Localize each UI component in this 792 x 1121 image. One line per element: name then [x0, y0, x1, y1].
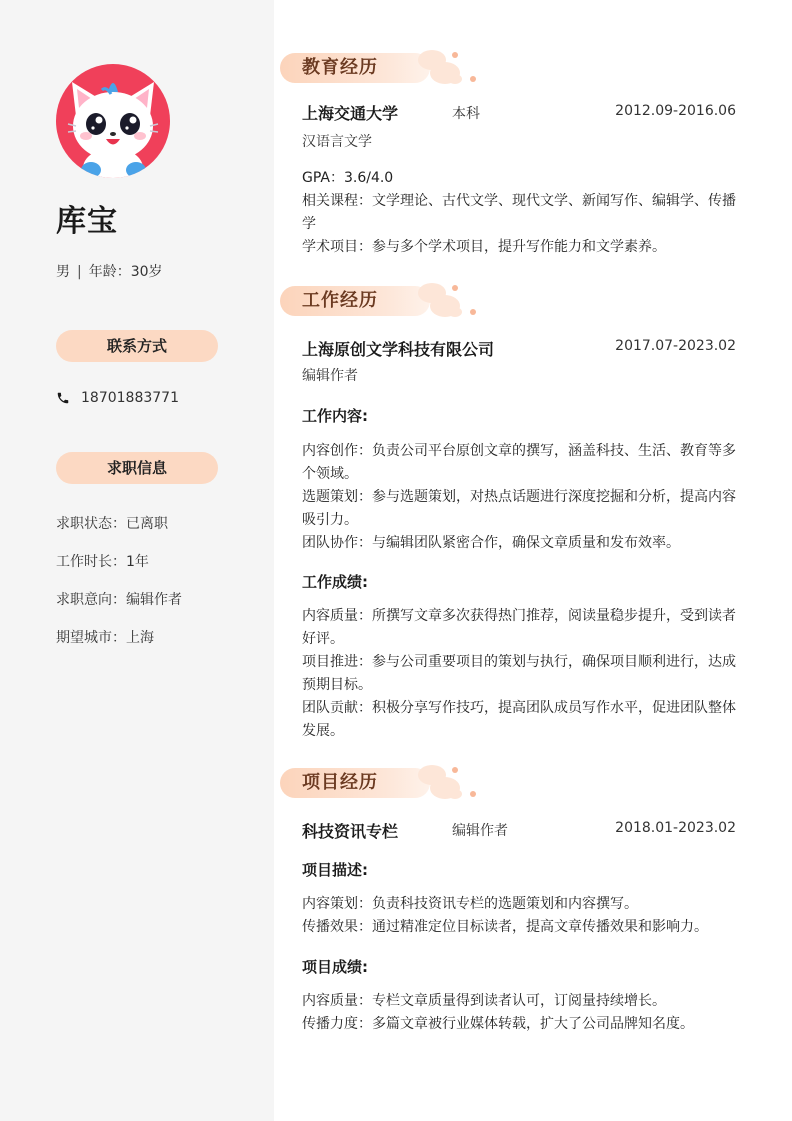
education-section-header: [280, 48, 480, 88]
cat-mascot-icon: [56, 64, 170, 178]
gpa: GPA：3.6/4.0: [302, 170, 394, 186]
project-section-header: [280, 763, 480, 803]
project-name: 科技资讯专栏: [302, 822, 399, 841]
position: 编辑作者: [302, 368, 358, 384]
education-details: [302, 167, 738, 259]
academic-projects: 学术项目：参与多个学术项目，提升写作能力和文学素养。: [302, 239, 666, 255]
project-desc-label: 项目描述:: [302, 861, 368, 879]
work-achievement-item: 项目推进：参与公司重要项目的策划与执行，确保项目顺利进行，达成预期目标。: [302, 654, 736, 693]
basic-info: [56, 261, 163, 281]
project-desc-item: 传播效果：通过精准定位目标读者，提高文章传播效果和影响力。: [302, 919, 708, 935]
contact-heading: 联系方式: [56, 330, 218, 362]
project-result-label: 项目成绩:: [302, 958, 368, 976]
decor-blob: [448, 74, 462, 84]
work-achievement-item: 内容质量：所撰写文章多次获得热门推荐，阅读量稳步提升，受到读者好评。: [302, 608, 736, 647]
decor-blob: [448, 789, 462, 799]
decor-dot: [470, 76, 476, 82]
project-result-item: 传播力度：多篇文章被行业媒体转载，扩大了公司品牌知名度。: [302, 1016, 694, 1032]
job-info-heading: 求职信息: [56, 452, 218, 484]
degree: 本科: [452, 106, 480, 122]
candidate-name: 库宝: [56, 204, 118, 239]
decor-dot: [452, 767, 458, 773]
work-content-item: 团队协作：与编辑团队紧密合作，确保文章质量和发布效率。: [302, 535, 680, 551]
job-status: 求职状态：已离职: [56, 516, 168, 532]
expected-city: 期望城市：上海: [56, 630, 154, 646]
sidebar: [0, 0, 274, 1121]
age: 年龄：30岁: [88, 264, 163, 280]
project-result-item: 内容质量：专栏文章质量得到读者认可，订阅量持续增长。: [302, 993, 666, 1009]
work-date: 2017.07-2023.02: [615, 338, 736, 354]
project-description: [302, 893, 738, 939]
work-achievements: [302, 605, 738, 743]
project-desc-item: 内容策划：负责科技资讯专栏的选题策划和内容撰写。: [302, 896, 638, 912]
work-achievement-item: 团队贡献：积极分享写作技巧，提高团队成员写作水平，促进团队整体发展。: [302, 700, 736, 739]
phone-icon: [56, 391, 70, 405]
work-content-item: 选题策划：参与选题策划，对热点话题进行深度挖掘和分析，提高内容吸引力。: [302, 489, 736, 528]
company-name: 上海原创文学科技有限公司: [302, 340, 495, 359]
work-title: 工作经历: [302, 290, 378, 311]
project-results: [302, 990, 738, 1036]
courses: 相关课程：文学理论、古代文学、现代文学、新闻写作、编辑学、传播学: [302, 193, 736, 232]
school-name: 上海交通大学: [302, 104, 399, 123]
project-date: 2018.01-2023.02: [615, 820, 736, 836]
work-achievement-label: 工作成绩:: [302, 573, 368, 591]
work-section-header: [280, 281, 480, 321]
info-separator: |: [77, 264, 82, 280]
project-role: 编辑作者: [452, 823, 508, 839]
decor-dot: [470, 791, 476, 797]
decor-blob: [448, 307, 462, 317]
work-content-item: 内容创作：负责公司平台原创文章的撰写，涵盖科技、生活、教育等多个领域。: [302, 443, 736, 482]
job-intention: 求职意向：编辑作者: [56, 592, 182, 608]
decor-dot: [470, 309, 476, 315]
major: 汉语言文学: [302, 134, 372, 150]
work-duration: 工作时长：1年: [56, 554, 149, 570]
project-title: 项目经历: [302, 772, 378, 793]
education-title: 教育经历: [302, 57, 378, 78]
phone-number[interactable]: 18701883771: [81, 390, 179, 406]
work-content: [302, 440, 738, 555]
work-content-label: 工作内容:: [302, 407, 368, 425]
education-date: 2012.09-2016.06: [615, 103, 736, 119]
decor-dot: [452, 52, 458, 58]
avatar: [56, 64, 170, 178]
phone-row: [56, 390, 179, 406]
decor-dot: [452, 285, 458, 291]
gender: 男: [56, 264, 70, 280]
